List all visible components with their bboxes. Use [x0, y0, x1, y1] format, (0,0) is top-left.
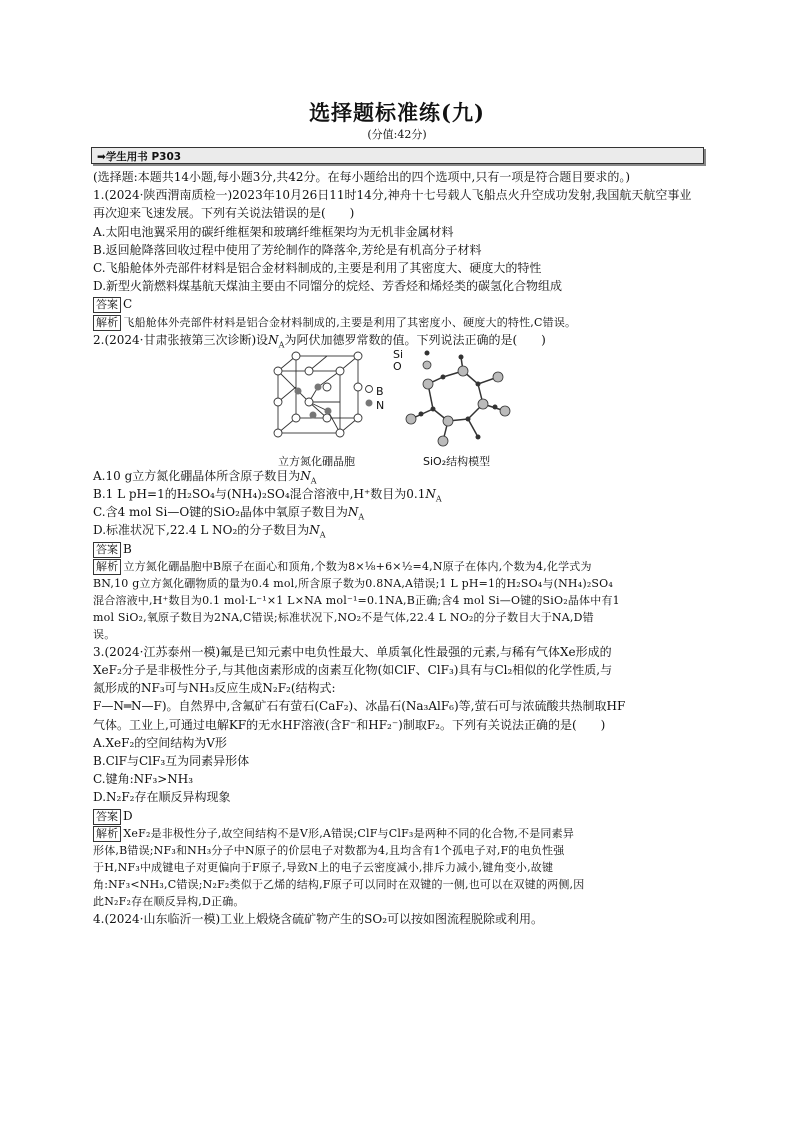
q3-analysis: 解析 XeF₂是非极性分子,故空间结构不是V形,A错误;ClF与ClF₃是两种不同的化合物,不是同素异 形体,B错误;NF₃和NH₃分子中N原子的价层电子对数都为4,且均含有1个孤电子对,F的电负性强 于H,NF₃中成键电子对更偏向于F原子,导致N上的电子云密度减小,排斥力减小,键角变小,故键 角:NF₃<NH₃,C错误;N₂F₂类似于乙烯的结构,F原子可以同时在双键的一侧,也可以在双键的两侧,因 此N₂F₂存在顺反异构,D正确。: [93, 826, 585, 908]
arrow-icon: ➡: [97, 151, 106, 163]
legend-b-label: B: [376, 384, 384, 398]
q1-stem: 1.(2024·陕西渭南质检一)2023年10月26日11时14分,神舟十七号载人飞船点火升空成功发射,我国航天航空事业再次迎来飞速发展。下列有关说法错误的是( ): [93, 188, 692, 221]
q3-stem-1: 3.(2024·江苏泰州一模)氟是已知元素中电负性最大、单质氧化性最强的元素,与稀有气体Xe形成的: [93, 644, 612, 659]
analysis-tag: 解析: [93, 315, 121, 331]
q3-option-a: A.XeF₂的空间结构为V形: [93, 735, 227, 750]
q3-option-c: C.键角:NF₃>NH₃: [93, 772, 194, 787]
q2-option-a: A.10 g立方氮化硼晶体所含原子数目为$N_A$: [93, 468, 317, 486]
q4-stem: 4.(2024·山东临沂一模)工业上煅烧含硫矿物产生的SO₂可以按如图流程脱除或利用。: [93, 911, 544, 926]
q3-stem-3: 氮形成的NF₃可与NH₃反应生成N₂F₂(结构式:: [93, 681, 336, 696]
q1-option-b: B.返回舱降落回收过程中使用了芳纶制作的降落伞,芳纶是有机高分子材料: [93, 242, 482, 257]
q3-answer: 答案 D: [93, 807, 703, 825]
q2-option-c: C.含4 mol Si—O键的SiO₂晶体中氧原子数目为$N_A$: [93, 505, 365, 522]
analysis-tag: 解析: [93, 826, 121, 842]
student-book-bar: [91, 147, 704, 164]
page-title: 选择题标准练(九): [309, 100, 485, 125]
q3-stem-4: F—N═N—F)。自然界中,含氟矿石有萤石(CaF₂)、冰晶石(Na₃AlF₆)等,萤石可与浓硫酸共热制取HF: [93, 699, 626, 714]
q2-answer: 答案 B: [93, 540, 703, 558]
intro: (选择题:本题共14小题,每小题3分,共42分。在每小题给出的四个选项中,只有一项是符合题目要求的。): [93, 170, 631, 184]
q2-figures: [93, 349, 703, 467]
q2-stem: 2.(2024·甘肃张掖第三次诊断)设$N_A$为阿伏加德罗常数的值。下列说法正确的是( ): [93, 332, 546, 350]
q3-stem-5: 气体。工业上,可通过电解KF的无水HF溶液(含F⁻和HF₂⁻)制取F₂。下列有关说法正确的是( ): [93, 717, 606, 732]
student-book-label: ➡学生用书 P303: [97, 151, 182, 163]
q2-analysis: 解析 立方氮化硼晶胞中B原子在面心和顶角,个数为8×⅛+6×½=4,N原子在体内,个数为4,化学式为 BN,10 g立方氮化硼物质的量为0.4 mol,所含原子数为0.8NA,A错误;1 L pH=1的H₂SO₄与(NH₄)₂SO₄ 混合溶液中,H⁺数目为0.1 mol·L⁻¹×1 L×NA mol⁻¹=0.1NA,B正确;含4 mol Si—O键的SiO₂晶体中有1 mol SiO₂,氧原子数目为2NA,C错误;标准状况下,NO₂不是气体,22.4 L NO₂的分子数目大于NA,D错 误。: [93, 559, 620, 641]
answer-tag: 答案: [93, 297, 121, 313]
content: [93, 168, 703, 928]
silica-structure-figure: [393, 349, 523, 459]
q1-answer: 答案 C: [93, 295, 703, 313]
legend-si-label: Si: [393, 347, 404, 361]
legend-n-label: N: [376, 398, 385, 412]
q2-option-d: D.标准状况下,22.4 L NO₂的分子数目为$N_A$: [93, 523, 326, 540]
legend-o-label: O: [393, 359, 402, 373]
q3-stem-2: XeF₂分子是非极性分子,与其他卤素形成的卤素互化物(如ClF、ClF₃)具有与Cl₂相似的化学性质,与: [93, 663, 613, 678]
q1-option-c: C.飞船舱体外壳部件材料是铝合金材料制成的,主要是利用了其密度大、硬度大的特性: [93, 261, 542, 276]
answer-tag: 答案: [93, 542, 121, 558]
silica-caption: SiO₂结构模型: [423, 454, 491, 468]
q3-option-d: D.N₂F₂存在顺反异构现象: [93, 790, 231, 805]
analysis-tag: 解析: [93, 559, 121, 575]
q3-option-b: B.ClF与ClF₃互为同素异形体: [93, 754, 250, 769]
q1-analysis: 解析 飞船舱体外壳部件材料是铝合金材料制成的,主要是利用了其密度小、硬度大的特性,C错误。: [93, 314, 703, 331]
q2-option-b: B.1 L pH=1的H₂SO₄与(NH₄)₂SO₄混合溶液中,H⁺数目为$0.1N_A$: [93, 487, 442, 504]
answer-tag: 答案: [93, 809, 121, 825]
q1-option-d: D.新型火箭燃料煤基航天煤油主要由不同馏分的烷烃、芳香烃和烯烃类的碳氢化合物组成: [93, 279, 563, 294]
boron-nitride-cell-figure: [273, 351, 388, 451]
boron-nitride-caption: 立方氮化硼晶胞: [278, 454, 355, 468]
q1-option-a: A.太阳电池翼采用的碳纤维框架和玻璃纤维框架均为无机非金属材料: [93, 224, 454, 239]
score-note: (分值:42分): [367, 128, 427, 141]
